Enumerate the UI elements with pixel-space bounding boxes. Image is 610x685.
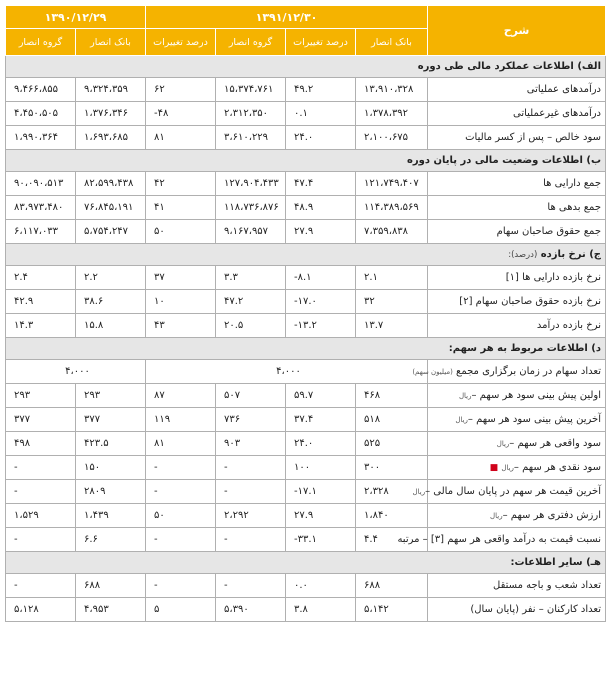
cell: ۴۳ (146, 314, 216, 338)
cell: -۱۷.۱ (286, 480, 356, 504)
table-row-capital (6, 360, 606, 384)
cell: ۴۲ (146, 172, 216, 196)
row-label: سود خالص – پس از کسر مالیات (428, 126, 606, 150)
row-label (428, 432, 606, 456)
table-row (6, 528, 606, 552)
cell: ۱۳.۷ (356, 314, 428, 338)
table-row (6, 196, 606, 220)
table-row (6, 78, 606, 102)
row-label (428, 456, 606, 480)
cell: ۴،۹۵۳ (76, 598, 146, 622)
cell: ۴.۴ (356, 528, 428, 552)
cell: ۲.۴ (6, 266, 76, 290)
table-row (6, 504, 606, 528)
section-d-title: د) اطلاعات مربوط به هر سهم: (6, 338, 606, 360)
cell: ۴۷.۴ (286, 172, 356, 196)
cell: ۵،۷۵۴،۲۴۷ (76, 220, 146, 244)
cell: ۰.۰ (286, 574, 356, 598)
cell: ۸۱ (146, 126, 216, 150)
cell: ۲،۳۱۲،۳۵۰ (216, 102, 286, 126)
cell: ۶.۶ (76, 528, 146, 552)
row-label (428, 408, 606, 432)
section-c-title-text: ج) نرخ بازده (540, 249, 601, 260)
row-label (412, 360, 606, 384)
cell: ۳۸.۶ (76, 290, 146, 314)
cell: ۳۷۷ (76, 408, 146, 432)
table-row (6, 480, 606, 504)
cell: -۱۷.۰ (286, 290, 356, 314)
cell: ۴۱ (146, 196, 216, 220)
table-row (6, 598, 606, 622)
cell: ۶،۱۱۷،۰۳۳ (6, 220, 76, 244)
row-label-text: ارزش دفتری هر سهم – (502, 510, 601, 521)
section-b-header (6, 150, 606, 172)
cell: ۸۲،۵۹۹،۴۳۸ (76, 172, 146, 196)
cell: ۷،۳۵۹،۸۳۸ (356, 220, 428, 244)
cell: ۱،۵۲۹ (6, 504, 76, 528)
header-year-1390: ۱۳۹۰/۱۲/۲۹ (6, 6, 146, 29)
header-col-change-group: درصد تغییرات (146, 29, 216, 56)
table-row (6, 432, 606, 456)
section-c-header (6, 244, 606, 266)
cell: ۵۲۵ (356, 432, 428, 456)
cell: - (6, 480, 76, 504)
section-c-title (6, 244, 606, 266)
cell: ۱،۹۹۰،۳۶۴ (6, 126, 76, 150)
table-row (6, 456, 606, 480)
cell: ۹،۱۶۷،۹۵۷ (216, 220, 286, 244)
header-sharh: شرح (428, 6, 606, 56)
cell-capital-1391: ۴،۰۰۰ (146, 360, 428, 384)
section-c-subtitle: (درصد): (508, 250, 538, 260)
row-label-text: آخرین پیش بینی سود هر سهم – (467, 414, 601, 425)
cell: ۲۰.۵ (216, 314, 286, 338)
cell: ۵،۱۲۸ (6, 598, 76, 622)
cell: ۵۹.۷ (286, 384, 356, 408)
cell: ۱،۳۷۸،۳۹۲ (356, 102, 428, 126)
cell: ۳۷.۴ (286, 408, 356, 432)
row-label: تعداد کارکنان – نفر (پایان سال) (428, 598, 606, 622)
row-label (428, 504, 606, 528)
cell: ۵،۱۴۲ (356, 598, 428, 622)
section-e-title: هـ) سایر اطلاعات: (6, 552, 606, 574)
cell: ۱۰۰ (286, 456, 356, 480)
cell: ۱،۶۹۳،۶۸۵ (76, 126, 146, 150)
cell: ۱۲۷،۹۰۴،۴۳۳ (216, 172, 286, 196)
row-label: درآمدهای غیرعملیاتی (428, 102, 606, 126)
cell: ۳،۶۱۰،۲۲۹ (216, 126, 286, 150)
cell: -۸.۱ (286, 266, 356, 290)
cell: ۵ (146, 598, 216, 622)
row-label: جمع حقوق صاحبان سهام (428, 220, 606, 244)
table-row (6, 314, 606, 338)
cell: ۲۴.۰ (286, 432, 356, 456)
section-d-header (6, 338, 606, 360)
header-col-bank-1391: بانک انصار (356, 29, 428, 56)
cell: ۰.۱ (286, 102, 356, 126)
cell: - (146, 456, 216, 480)
cell: ۸۱ (146, 432, 216, 456)
cell: ۶۲ (146, 78, 216, 102)
cell: -۳۳.۱ (286, 528, 356, 552)
section-e-header (6, 552, 606, 574)
row-label-text: سود نقدی هر سهم – (513, 462, 601, 473)
table-row (6, 220, 606, 244)
cell: ۴،۴۵۰،۵۰۵ (6, 102, 76, 126)
cell: ۱۱۸،۷۳۶،۸۷۶ (216, 196, 286, 220)
cell: ۹،۳۲۴،۳۵۹ (76, 78, 146, 102)
cell: - (216, 456, 286, 480)
row-label (428, 384, 606, 408)
cell: ۲.۲ (76, 266, 146, 290)
cell: - (216, 574, 286, 598)
cell: ۴۲.۹ (6, 290, 76, 314)
row-unit: (میلیون سهم) (412, 368, 453, 376)
cell: ۸۳،۹۷۳،۴۸۰ (6, 196, 76, 220)
cell: - (146, 480, 216, 504)
cell: ۳۷ (146, 266, 216, 290)
row-label (412, 480, 606, 504)
section-a-title: الف) اطلاعات عملکرد مالی طی دوره (6, 56, 606, 78)
cell: ۱۱۴،۳۸۹،۵۶۹ (356, 196, 428, 220)
header-col-group-1390: گروه انصار (6, 29, 76, 56)
cell: - (146, 528, 216, 552)
cell: ۴۹۸ (6, 432, 76, 456)
cell: ۲۸۰۹ (76, 480, 146, 504)
cell: ۷۶،۸۴۵،۱۹۱ (76, 196, 146, 220)
table-row (6, 574, 606, 598)
header-col-bank-1390: بانک انصار (76, 29, 146, 56)
financial-summary-table (5, 5, 606, 622)
header-col-change-bank: درصد تغییرات (286, 29, 356, 56)
cell: ۹۰۳ (216, 432, 286, 456)
cell: ۴۷.۲ (216, 290, 286, 314)
cell: ۱۴.۳ (6, 314, 76, 338)
cell: - (216, 480, 286, 504)
cell: ۹۰،۰۹۰،۵۱۳ (6, 172, 76, 196)
table-row (6, 266, 606, 290)
row-label: نسبت قیمت به درآمد واقعی هر سهم [۳] – مرتبه (428, 528, 606, 552)
cell: - (216, 528, 286, 552)
cell: ۱،۴۳۹ (76, 504, 146, 528)
cell: ۵،۳۹۰ (216, 598, 286, 622)
financial-summary-table-wrapper (5, 5, 605, 622)
cell: ۲۹۳ (76, 384, 146, 408)
row-label: جمع بدهی ها (428, 196, 606, 220)
table-row (6, 126, 606, 150)
cell: ۳۰۰ (356, 456, 428, 480)
cell: ۱۲۱،۷۴۹،۴۰۷ (356, 172, 428, 196)
row-unit: ریال (496, 440, 510, 448)
cell-capital-1390: ۴،۰۰۰ (6, 360, 146, 384)
cell: ۳۷۷ (6, 408, 76, 432)
row-unit: ریال (455, 416, 468, 424)
row-label-text: آخرین قیمت هر سهم در پایان سال مالی – (425, 486, 601, 497)
cell: ۴۸.۹ (286, 196, 356, 220)
row-label: درآمدهای عملیاتی (428, 78, 606, 102)
row-unit: ریال (412, 488, 426, 496)
cell: ۱،۸۴۰ (356, 504, 428, 528)
cell: - (6, 574, 76, 598)
cell: ۲،۱۰۰،۶۷۵ (356, 126, 428, 150)
cell: ۱۱۹ (146, 408, 216, 432)
section-b-title: ب) اطلاعات وضعیت مالی در پایان دوره (6, 150, 606, 172)
red-square-icon: ■ (489, 463, 499, 473)
cell: ۳.۸ (286, 598, 356, 622)
table-row (6, 172, 606, 196)
table-row (6, 408, 606, 432)
cell: ۲.۱ (356, 266, 428, 290)
row-label: جمع دارایی ها (428, 172, 606, 196)
row-unit: ریال (458, 392, 472, 400)
cell: ۶۸۸ (76, 574, 146, 598)
row-unit: ریال (501, 464, 514, 472)
row-label-text: سود واقعی هر سهم – (509, 438, 601, 449)
cell: ۶۸۸ (356, 574, 428, 598)
table-row (6, 102, 606, 126)
cell: - (6, 528, 76, 552)
row-label: نرخ بازده درآمد (428, 314, 606, 338)
row-label-text: تعداد سهام در زمان برگزاری مجمع (456, 366, 601, 377)
cell: ۸۷ (146, 384, 216, 408)
cell: ۱۳،۹۱۰،۳۲۸ (356, 78, 428, 102)
cell: ۵۰ (146, 504, 216, 528)
cell: ۱۰ (146, 290, 216, 314)
table-row (6, 290, 606, 314)
cell: ۵۱۸ (356, 408, 428, 432)
row-unit: ریال (490, 512, 503, 520)
row-label: نرخ بازده دارایی ها [۱] (428, 266, 606, 290)
header-col-group-1391: گروه انصار (216, 29, 286, 56)
cell: ۹،۴۶۶،۸۵۵ (6, 78, 76, 102)
cell: ۲۹۳ (6, 384, 76, 408)
cell: ۱۵۰ (76, 456, 146, 480)
cell: ۵۰ (146, 220, 216, 244)
section-a-header (6, 56, 606, 78)
cell: ۴۶۸ (356, 384, 428, 408)
cell: - (6, 456, 76, 480)
cell: - (146, 574, 216, 598)
cell: -۴۸ (146, 102, 216, 126)
header-year-1391: ۱۳۹۱/۱۲/۳۰ (146, 6, 428, 29)
cell: ۲۴.۰ (286, 126, 356, 150)
cell: ۲،۲۹۲ (216, 504, 286, 528)
header-row-years (6, 6, 606, 29)
row-label: نرخ بازده حقوق صاحبان سهام [۲] (428, 290, 606, 314)
cell: ۱۵.۸ (76, 314, 146, 338)
cell: ۱،۳۷۶،۳۴۶ (76, 102, 146, 126)
cell: ۲،۳۲۸ (356, 480, 428, 504)
cell: ۷۳۶ (216, 408, 286, 432)
cell: ۴۹.۲ (286, 78, 356, 102)
cell: ۳۲ (356, 290, 428, 314)
cell: -۱۳.۲ (286, 314, 356, 338)
cell: ۱۵،۳۷۴،۷۶۱ (216, 78, 286, 102)
cell: ۲۷.۹ (286, 220, 356, 244)
cell: ۴۲۳.۵ (76, 432, 146, 456)
cell: ۳.۳ (216, 266, 286, 290)
table-row (6, 384, 606, 408)
cell: ۲۷.۹ (286, 504, 356, 528)
row-label-text: اولین پیش بینی سود هر سهم – (471, 390, 601, 401)
row-label: تعداد شعب و باجه مستقل (428, 574, 606, 598)
cell: ۵۰۷ (216, 384, 286, 408)
